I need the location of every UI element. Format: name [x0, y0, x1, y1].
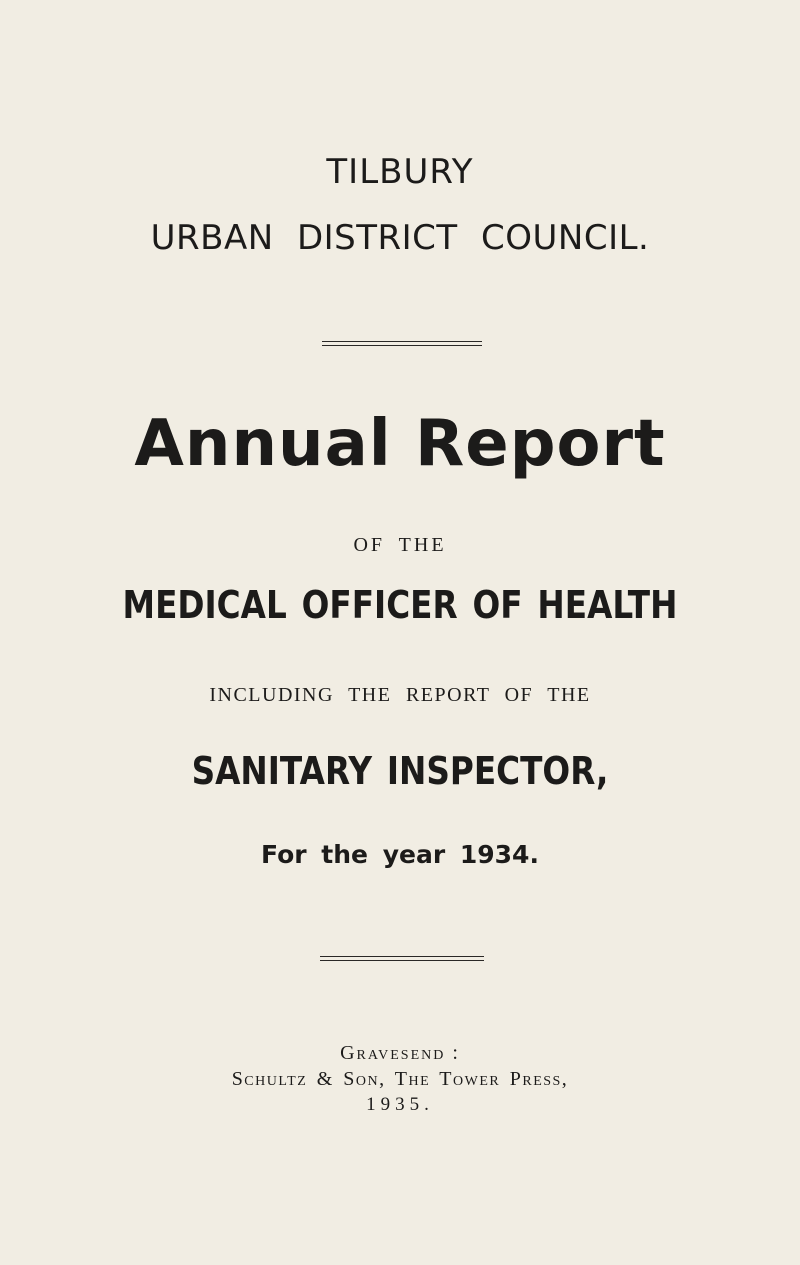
report-title: Annual Report — [134, 407, 666, 481]
sanitary-inspector-heading: SANITARY INSPECTOR, — [191, 749, 609, 793]
council-name: TILBURY — [326, 152, 474, 192]
publisher-name: Schultz & Son, The Tower Press, — [231, 1068, 569, 1090]
including-text: INCLUDING THE REPORT OF THE — [209, 684, 591, 706]
report-year: For the year 1934. — [261, 840, 539, 869]
publication-year: 1935. — [366, 1094, 434, 1115]
publisher-city: Gravesend : — [340, 1042, 460, 1064]
medical-officer-heading: MEDICAL OFFICER OF HEALTH — [122, 583, 678, 627]
of-the-text: OF THE — [353, 534, 447, 556]
bottom-double-rule — [320, 956, 484, 961]
council-type: URBAN DISTRICT COUNCIL. — [150, 218, 650, 258]
top-double-rule — [322, 341, 482, 346]
